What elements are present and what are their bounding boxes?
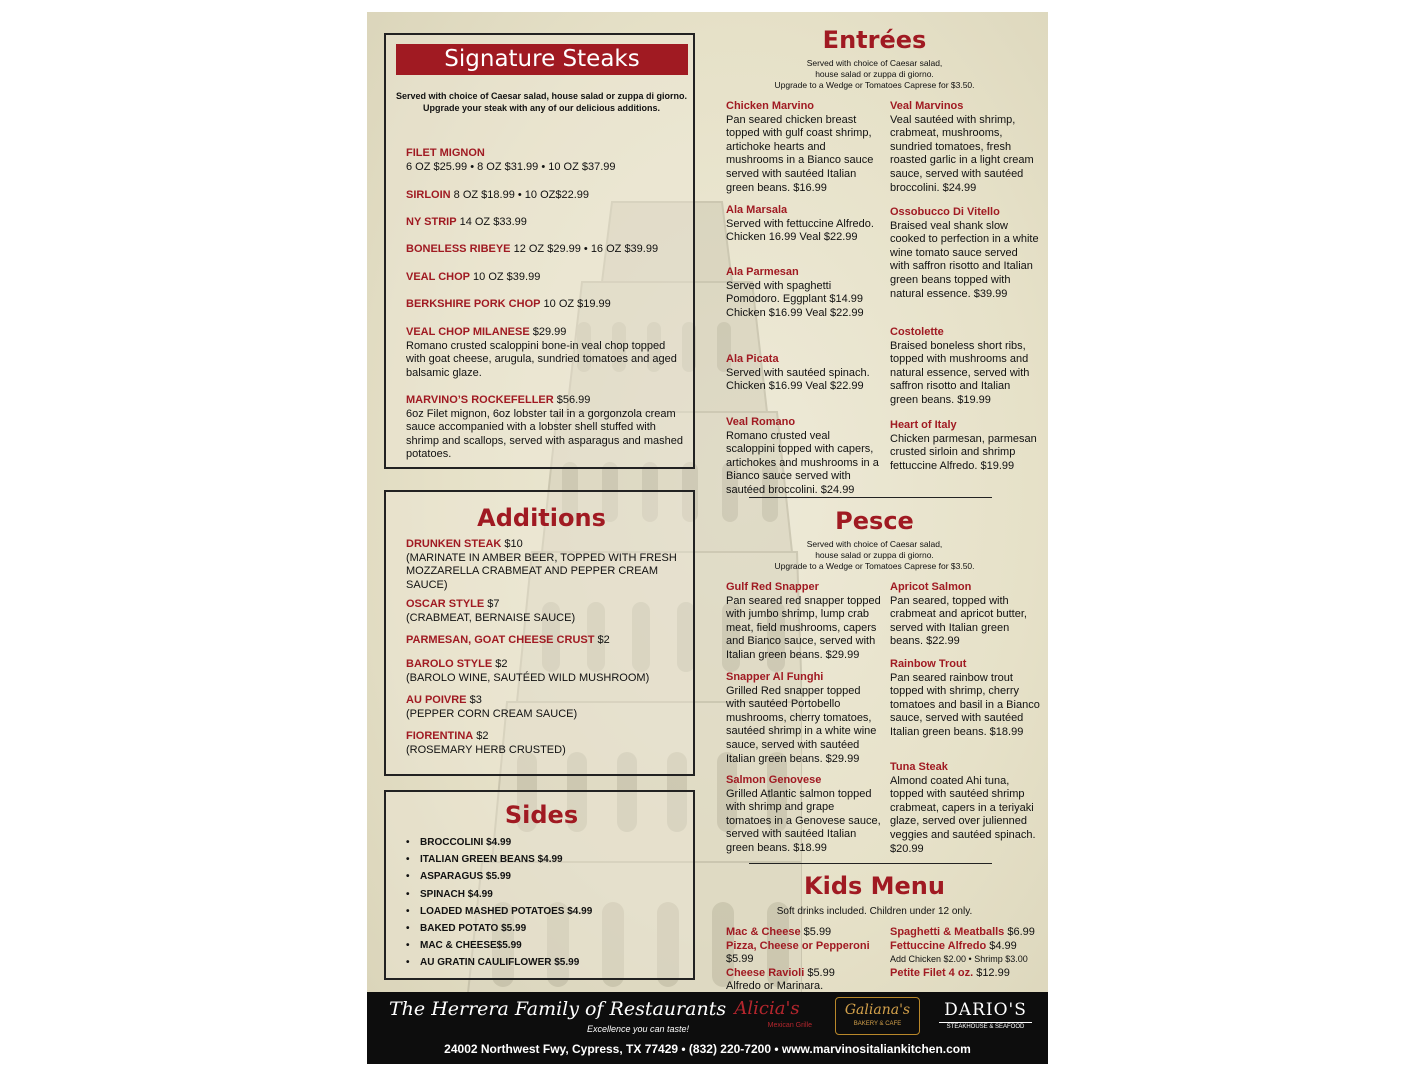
divider [749,497,992,498]
galianas-logo: Galiana's BAKERY & CAFE [835,997,920,1035]
list-item: • BROCCOLINI $4.99 [406,837,512,848]
entree-item: Veal Romano Romano crusted veal scaloppini topped with capers, artichokes and mushrooms in a Bianco sauce served with sautéed broccolini. $24.99 [726,416,879,496]
addition-item: PARMESAN, GOAT CHEESE CRUST $2 [406,634,610,646]
steaks-note: Served with choice of Caesar salad, house salad or zuppa di giorno. Upgrade your steak with any of our delicious additions. [395,91,688,113]
steak-item: SIRLOIN 8 OZ $18.99 • 10 OZ$22.99 [406,189,590,201]
addition-item: BAROLO STYLE $2 (BAROLO WINE, SAUTÉED WILD MUSHROOM) [406,658,650,684]
entrees-note: Served with choice of Caesar salad, house salad or zuppa di giorno. Upgrade to a Wedge or Tomatoes Caprese for $3.50. [774,58,975,90]
family-name: The Herrera Family of Restaurants [389,998,727,1020]
entree-item: Ala Marsala Served with fettuccine Alfredo. Chicken 16.99 Veal $22.99 [726,204,874,244]
kids-item: Fettuccine Alfredo $4.99 [890,939,1017,952]
pesce-item: Tuna Steak Almond coated Ahi tuna, topped with sautéed shrimp crabmeat, capers in a teriyaki glaze, served over julienned veggies and sautéed spinach. $20.99 [890,761,1036,855]
addition-item: FIORENTINA $2 (ROSEMARY HERB CRUSTED) [406,730,566,756]
kids-right-column [890,926,1045,980]
pesce-right-column [890,581,1040,856]
list-item: • BAKED POTATO $5.99 [406,922,527,934]
additions-box [384,490,695,776]
list-item: • SPINACH $4.99 [406,888,493,900]
list-item: • ASPARAGUS $5.99 [406,871,511,883]
additions-title: Additions [477,504,606,532]
sides-box [384,790,695,980]
entree-item: Chicken Marvino Pan seared chicken breast topped with gulf coast shrimp, artichoke hearts and mushrooms in a Bianco sauce served with sautéed Italian green beans. $16.99 [726,100,874,194]
pesce-item: Rainbow Trout Pan seared rainbow trout topped with shrimp, cherry tomatoes and basil in a Bianco sauce, served with sautéed Italian green beans. $18.99 [890,658,1040,738]
alicias-logo: Alicia's Mexican Grille [734,998,812,1029]
footer-bar [367,992,1048,1064]
entree-item: Heart of Italy Chicken parmesan, parmesan crusted sirloin and shrimp fettuccine Alfredo. $19.99 [890,419,1037,472]
kids-left-column [726,926,896,994]
entrees-title: Entrées [822,26,927,54]
pesce-item: Snapper Al Funghi Grilled Red snapper topped with sautéed Portobello mushrooms, cherry tomatoes, sautéed shrimp in a white wine sauce, served with sautéed Italian green beans. $29.99 [726,671,877,765]
steak-item: FILET MIGNON 6 OZ $25.99 • 8 OZ $31.99 • 10 OZ $37.99 [406,147,616,173]
pesce-item: Gulf Red Snapper Pan seared red snapper topped with jumbo shrimp, lump crab meat, field mushrooms, capers and Bianco sauce, served with Italian green beans. $29.99 [726,581,881,661]
sides-list [406,834,592,972]
steak-item: MARVINO’S ROCKEFELLER $56.99 6oz Filet mignon, 6oz lobster tail in a gorgonzola cream sauce accompanied with a lobster shell stuffed with shrimp and scallops, served with asparagus and mashed potatoes. [406,394,683,461]
kids-item: Petite Filet 4 oz. $12.99 [890,966,1010,979]
list-item: • AU GRATIN CAULIFLOWER $5.99 [406,957,580,969]
steak-item: NY STRIP 14 OZ $33.99 [406,216,527,228]
entree-item: Ala Picata Served with sautéed spinach. Chicken $16.99 Veal $22.99 [726,353,870,393]
addition-item: DRUNKEN STEAK $10 (MARINATE IN AMBER BEER, TOPPED WITH FRESH MOZZARELLA CRABMEAT AND PEPPER CREAM SAUCE) [406,538,677,591]
addition-item: AU POIVRE $3 (PEPPER CORN CREAM SAUCE) [406,694,578,720]
pesce-title: Pesce [835,507,914,535]
divider [749,863,992,864]
pesce-note: Served with choice of Caesar salad, house salad or zuppa di giorno. Upgrade to a Wedge or Tomatoes Caprese for $3.50. [774,539,975,571]
restaurant-address: 24002 Northwest Fwy, Cypress, TX 77429 • (832) 220-7200 • www.marvinositaliankitchen.com [444,1042,971,1056]
entree-item: Costolette Braised boneless short ribs, topped with mushrooms and natural essence, served with saffron risotto and Italian green beans. $19.99 [890,326,1030,406]
entrees-left-column [726,100,881,498]
steak-item: BONELESS RIBEYE 12 OZ $29.99 • 16 OZ $39.99 [406,243,659,255]
kids-item: Mac & Cheese $5.99 [726,926,832,938]
sides-title: Sides [504,801,579,829]
kids-menu-title: Kids Menu [804,872,945,900]
steak-item: VEAL CHOP MILANESE $29.99 Romano crusted scaloppini bone-in veal chop topped with goat cheese, arugula, sundried tomatoes and aged balsamic glaze. [406,326,677,379]
entree-item: Ala Parmesan Served with spaghetti Pomodoro. Eggplant $14.99 Chicken $16.99 Veal $22.99 [726,266,864,319]
kids-addon-note: Add Chicken $2.00 • Shrimp $3.00 [890,954,1028,965]
list-item: • LOADED MASHED POTATOES $4.99 [406,905,593,917]
entree-item: Veal Marvinos Veal sautéed with shrimp, crabmeat, mushrooms, sundried tomatoes, fresh roasted garlic in a light cream sauce, served with sautéed broccolini. $24.99 [890,100,1034,194]
family-tagline: Excellence you can taste! [587,1024,690,1034]
steak-item: VEAL CHOP 10 OZ $39.99 [406,271,541,283]
pesce-item: Salmon Genovese Grilled Atlantic salmon topped with shrimp and grape tomatoes in a Genovese sauce, served with sautéed Italian green beans. $18.99 [726,774,881,854]
list-item: • MAC & CHEESE$5.99 [406,940,522,952]
steak-item: BERKSHIRE PORK CHOP 10 OZ $19.99 [406,298,611,310]
signature-steaks-box [384,33,695,469]
menu-page [367,12,1048,1064]
kids-note: Soft drinks included. Children under 12 only. [776,906,973,917]
entree-item: Ossobucco Di Vitello Braised veal shank slow cooked to perfection in a white wine tomato sauce served with saffron risotto and Italian green beans topped with natural essence. $39.99 [890,206,1039,300]
list-item: • ITALIAN GREEN BEANS $4.99 [406,854,563,866]
entrees-right-column [890,100,1040,473]
kids-note-item: Alfredo or Marinara. [726,980,824,993]
pesce-item: Apricot Salmon Pan seared, topped with crabmeat and apricot butter, served with Italian green beans. $22.99 [890,581,1027,648]
signature-steaks-title: Signature Steaks [396,44,688,75]
darios-logo: DARIO'S STEAKHOUSE & SEAFOOD [939,1000,1032,1034]
addition-item: OSCAR STYLE $7 (CRABMEAT, BERNAISE SAUCE) [406,598,576,624]
kids-item: Pizza, Cheese or Pepperoni $5.99 [726,939,870,966]
pesce-left-column [726,581,881,856]
kids-item: Spaghetti & Meatballs $6.99 [890,926,1035,938]
kids-item: Cheese Ravioli $5.99 [726,966,835,979]
